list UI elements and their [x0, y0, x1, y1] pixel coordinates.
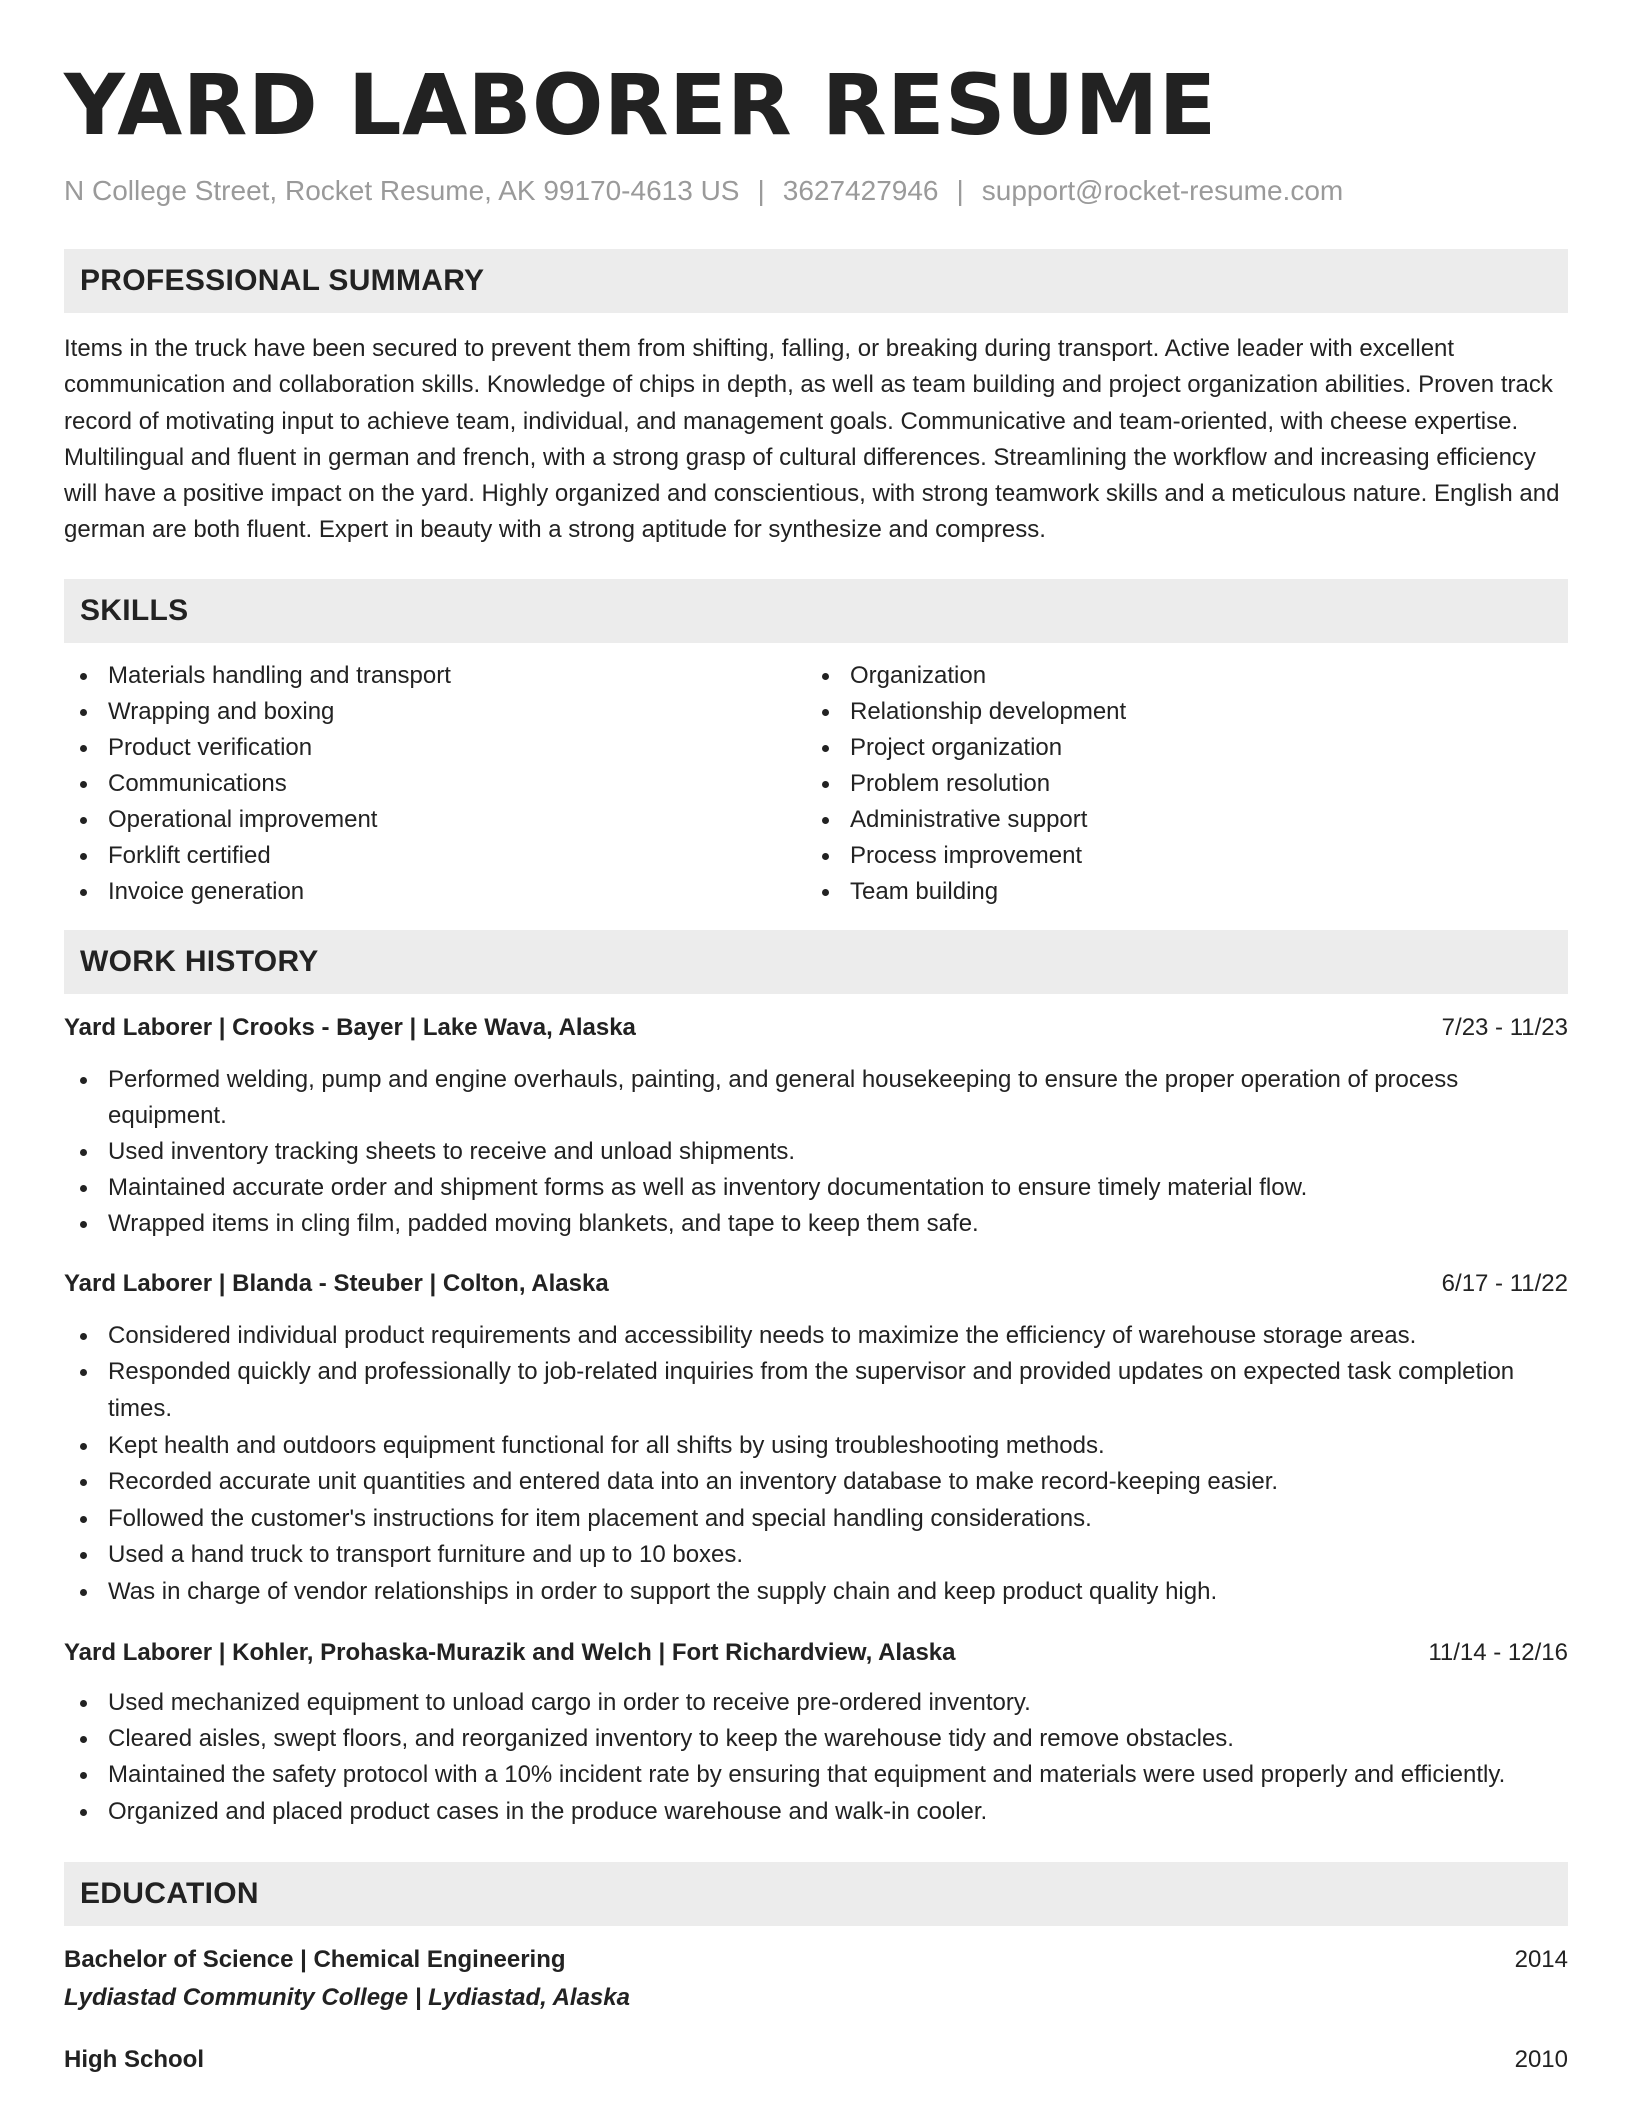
skill-item: Product verification — [64, 730, 806, 766]
job-bullet: Used a hand truck to transport furniture and up to 10 boxes. — [64, 1537, 1568, 1574]
job-dates: 7/23 - 11/23 — [1441, 1013, 1568, 1041]
job-bullets — [64, 1318, 1568, 1611]
education-row — [64, 2042, 1568, 2078]
job-bullet: Used mechanized equipment to unload cargo in order to receive pre-ordered inventory. — [64, 1685, 1568, 1721]
summary-text: Items in the truck have been secured to prevent them from shifting, falling, or breaking during transport. Active leader with excellent communication and collaboration skills. Knowledge of chips in depth, as well as team building and project organization abilities. Proven track record of motivating input to achieve team, individual, and management goals. Communicative and team-oriented, with cheese expertise. Multilingual and fluent in german and french, with a strong grasp of cultural differences. Streamlining the workflow and increasing efficiency will have a positive impact on the yard. Highly organized and conscientious, with strong teamwork skills and a meticulous nature. English and german are both fluent. Expert in beauty with a strong aptitude for synthesize and compress. — [64, 335, 1560, 544]
job-bullet: Performed welding, pump and engine overhauls, painting, and general housekeeping to ensure the proper operation of process equipment. — [64, 1062, 1568, 1134]
education-degree: Bachelor of Science | Chemical Engineering — [64, 1946, 566, 1974]
skill-item: Project organization — [806, 730, 1548, 766]
contact-address: N College Street, Rocket Resume, AK 99170-4613 US — [64, 175, 740, 206]
skill-item: Relationship development — [806, 694, 1548, 730]
job-bullet: Recorded accurate unit quantities and entered data into an inventory database to make record-keeping easier. — [64, 1464, 1568, 1501]
job-title: Yard Laborer | Blanda - Steuber | Colton, Alaska — [64, 1269, 609, 1297]
skill-item: Wrapping and boxing — [64, 694, 806, 730]
job-bullet: Followed the customer's instructions for item placement and special handling considerations. — [64, 1501, 1568, 1538]
job-entry — [64, 1266, 1568, 1611]
skills-column-left — [64, 658, 806, 910]
education-year: 2010 — [1514, 2046, 1568, 2074]
education-year: 2014 — [1514, 1946, 1568, 1974]
section-header-skills: SKILLS — [64, 579, 1568, 643]
job-title-row — [64, 1010, 1568, 1046]
job-title-row — [64, 1266, 1568, 1302]
section-header-work-history: WORK HISTORY — [64, 930, 1568, 994]
section-header-summary: PROFESSIONAL SUMMARY — [64, 249, 1568, 313]
contact-phone: 3627427946 — [782, 175, 939, 206]
skill-item: Invoice generation — [64, 874, 806, 910]
job-bullet: Maintained accurate order and shipment forms as well as inventory documentation to ensure timely material flow. — [64, 1170, 1568, 1206]
skill-item: Materials handling and transport — [64, 658, 806, 694]
contact-separator: | — [757, 175, 765, 206]
contact-line — [64, 173, 1568, 209]
skills-list — [64, 658, 1568, 910]
skill-item: Problem resolution — [806, 766, 1548, 802]
resume-title: YARD LABORER RESUME — [64, 56, 1217, 154]
job-title: Yard Laborer | Kohler, Prohaska-Murazik and Welch | Fort Richardview, Alaska — [64, 1638, 956, 1666]
job-bullet: Organized and placed product cases in the produce warehouse and walk-in cooler. — [64, 1794, 1568, 1830]
job-entry — [64, 1635, 1568, 1831]
skill-item: Operational improvement — [64, 802, 806, 838]
contact-email: support@rocket-resume.com — [981, 175, 1344, 206]
skills-column-right — [806, 658, 1548, 910]
skill-item: Team building — [806, 874, 1548, 910]
skill-item: Organization — [806, 658, 1548, 694]
education-entry — [64, 2042, 1568, 2078]
skill-item: Communications — [64, 766, 806, 802]
job-bullet: Maintained the safety protocol with a 10% incident rate by ensuring that equipment and materials were used properly and efficiently. — [64, 1757, 1568, 1793]
job-bullet: Cleared aisles, swept floors, and reorganized inventory to keep the warehouse tidy and remove obstacles. — [64, 1721, 1568, 1757]
job-bullet: Responded quickly and professionally to job-related inquiries from the supervisor and provided updates on expected task completion times. — [64, 1354, 1568, 1427]
job-bullet: Considered individual product requirements and accessibility needs to maximize the efficiency of warehouse storage areas. — [64, 1318, 1568, 1355]
education-entry — [64, 1942, 1568, 2016]
contact-separator: | — [956, 175, 964, 206]
section-header-education: EDUCATION — [64, 1862, 1568, 1926]
job-entry — [64, 1010, 1568, 1242]
job-dates: 6/17 - 11/22 — [1441, 1269, 1568, 1297]
job-bullets — [64, 1062, 1568, 1242]
skill-item: Forklift certified — [64, 838, 806, 874]
job-bullet: Was in charge of vendor relationships in order to support the supply chain and keep product quality high. — [64, 1574, 1568, 1611]
skill-item: Administrative support — [806, 802, 1548, 838]
job-bullet: Kept health and outdoors equipment functional for all shifts by using troubleshooting methods. — [64, 1428, 1568, 1465]
job-bullets — [64, 1685, 1568, 1831]
job-dates: 11/14 - 12/16 — [1428, 1638, 1568, 1666]
job-bullet: Used inventory tracking sheets to receive and unload shipments. — [64, 1134, 1568, 1170]
job-bullet: Wrapped items in cling film, padded moving blankets, and tape to keep them safe. — [64, 1206, 1568, 1242]
education-school: Lydiastad Community College | Lydiastad, Alaska — [64, 1984, 630, 2012]
skill-item: Process improvement — [806, 838, 1548, 874]
education-degree: High School — [64, 2046, 204, 2074]
job-title: Yard Laborer | Crooks - Bayer | Lake Wava, Alaska — [64, 1013, 636, 1041]
job-title-row — [64, 1635, 1568, 1671]
education-row — [64, 1942, 1568, 1978]
